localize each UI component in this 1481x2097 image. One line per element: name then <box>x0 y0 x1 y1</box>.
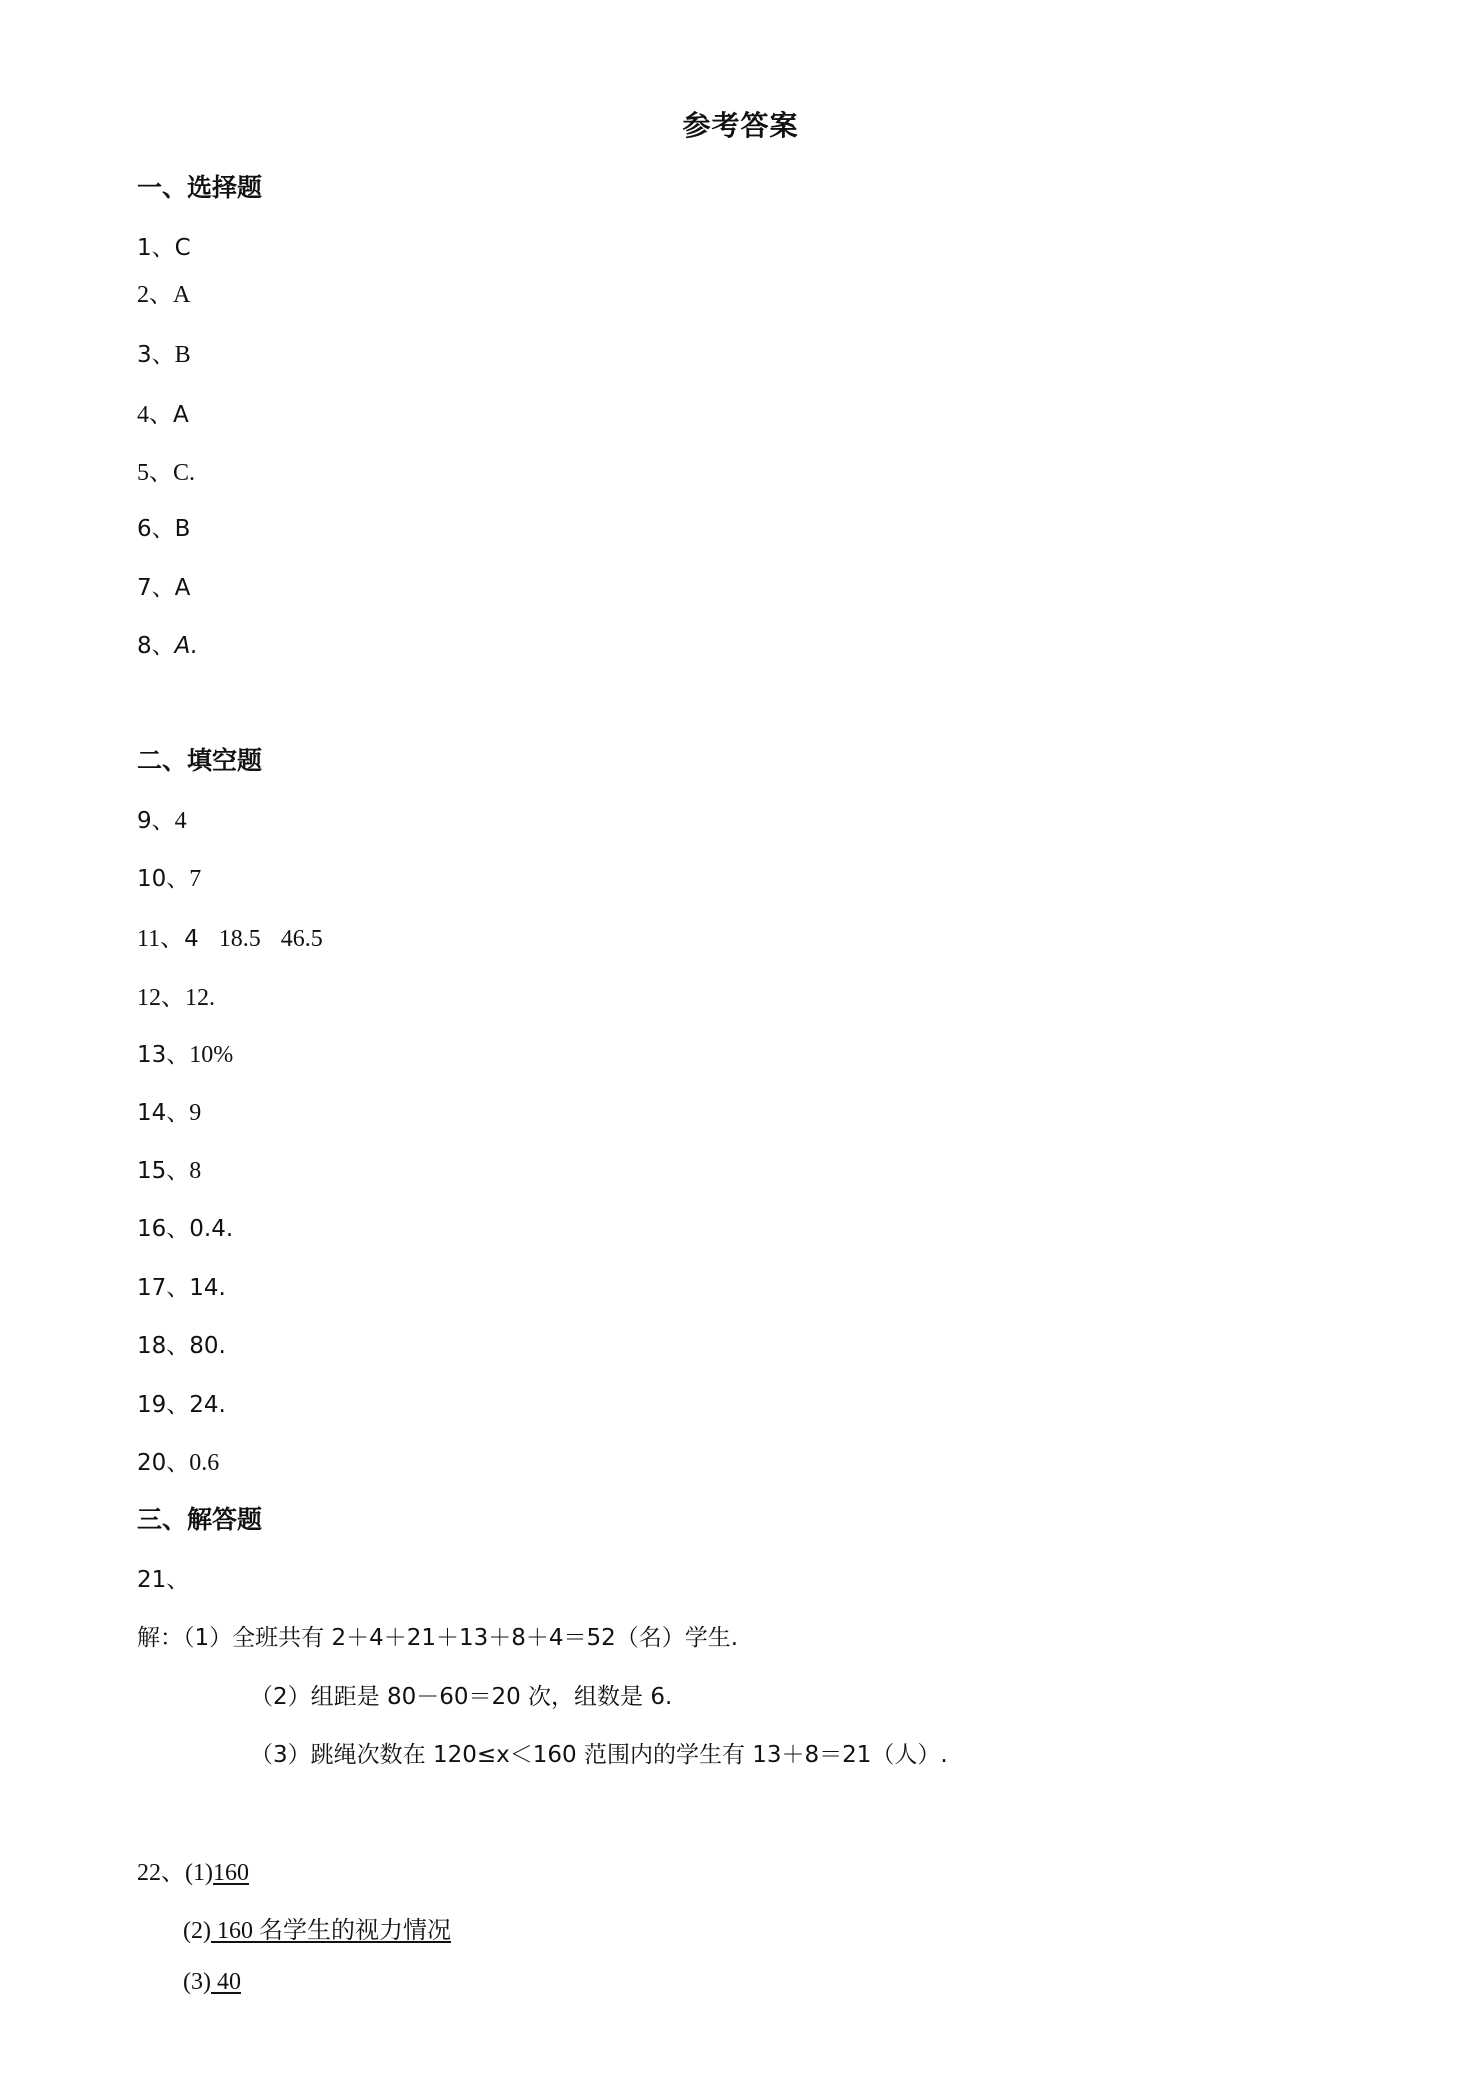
answer-line-14 <box>137 1094 201 1127</box>
answer-line-10 <box>137 860 201 893</box>
answer-value: 7 <box>189 866 202 892</box>
answer-value: 8 <box>189 1158 202 1184</box>
answer-line-1 <box>137 229 191 262</box>
answer-line-17 <box>137 1269 226 1302</box>
answer-line-13 <box>137 1036 233 1069</box>
answer-value: 12. <box>185 985 215 1011</box>
answer-line-5 <box>137 452 195 487</box>
question-22-part-3-label: (3) <box>183 1969 211 1995</box>
answer-value: C. <box>173 460 196 486</box>
answer-line-15 <box>137 1152 201 1185</box>
section-heading-solution: 三、解答题 <box>137 1505 263 1534</box>
answer-value: A <box>173 402 189 428</box>
question-21-number: 21、 <box>137 1567 190 1593</box>
question-21-line-1: 解：（1）全班共有 2＋4＋21＋13＋8＋4＝52（名）学生. <box>137 1625 739 1651</box>
answer-num: 20、 <box>137 1450 190 1476</box>
answer-value: 24. <box>189 1392 226 1418</box>
question-22-part-1-label: (1) <box>185 1860 213 1886</box>
section-heading-fill-blank: 二、填空题 <box>137 746 263 775</box>
answer-value: A <box>174 575 191 601</box>
answer-num: 14、 <box>137 1100 190 1126</box>
answer-line-16 <box>137 1210 233 1243</box>
answer-line-2 <box>137 274 190 309</box>
answer-num: 17、 <box>137 1275 190 1301</box>
question-22-part-3-answer: 40 <box>210 1969 241 1995</box>
answer-line-4 <box>137 394 189 429</box>
answer-value: C <box>174 235 191 261</box>
answer-line-7 <box>137 569 190 602</box>
answer-value: 80. <box>189 1333 226 1359</box>
answer-num: 16、 <box>137 1216 190 1242</box>
answer-num: 4、 <box>137 402 173 428</box>
answer-value: B <box>174 342 191 368</box>
answer-num: 9、 <box>137 808 175 834</box>
answer-value-3: 46.5 <box>280 926 323 952</box>
answer-num: 10、 <box>137 866 190 892</box>
answer-value: 4 <box>174 808 187 834</box>
answer-value: A. <box>174 633 199 659</box>
answer-line-20 <box>137 1444 219 1477</box>
answer-num: 3、 <box>137 342 175 368</box>
answer-num: 1、 <box>137 235 175 261</box>
answer-line-6 <box>137 510 190 543</box>
answer-num: 13、 <box>137 1042 190 1068</box>
question-22-line-2 <box>183 1910 451 1945</box>
question-21-line-2: （2）组距是 80－60＝20 次，组数是 6. <box>250 1684 673 1710</box>
answer-value: 9 <box>189 1100 202 1126</box>
answer-value: 10% <box>189 1042 234 1068</box>
answer-value: B <box>174 516 191 542</box>
question-22-number: 22、 <box>137 1860 185 1886</box>
answer-num: 15、 <box>137 1158 190 1184</box>
answer-num: 8、 <box>137 633 175 659</box>
answer-line-8 <box>137 627 198 660</box>
answer-value: 4 <box>184 926 199 952</box>
answer-line-9 <box>137 802 187 835</box>
question-22-part-2-answer: 160 名学生的视力情况 <box>210 1918 451 1944</box>
answer-num: 2、 <box>137 282 173 308</box>
answer-value-2: 18.5 <box>218 926 261 952</box>
answer-line-12 <box>137 977 215 1012</box>
answer-value: 0.4. <box>189 1216 234 1242</box>
answer-line-19 <box>137 1386 226 1419</box>
answer-line-3 <box>137 336 191 369</box>
answer-num: 6、 <box>137 516 175 542</box>
answer-num: 12、 <box>137 985 185 1011</box>
section-heading-multiple-choice: 一、选择题 <box>137 173 263 202</box>
question-22-part-1-answer: 160 <box>212 1860 249 1886</box>
answer-value: 14. <box>189 1275 226 1301</box>
answer-num: 11、 <box>137 926 185 952</box>
answer-value: 0.6 <box>189 1450 220 1476</box>
page-title: 参考答案 <box>682 109 799 142</box>
question-22-line-3 <box>183 1969 241 1996</box>
answer-line-11 <box>137 918 323 953</box>
answer-num: 7、 <box>137 575 175 601</box>
answer-num: 5、 <box>137 460 173 486</box>
answer-value: A <box>173 282 191 308</box>
question-22-line-1 <box>137 1852 249 1887</box>
answer-num: 19、 <box>137 1392 190 1418</box>
answer-num: 18、 <box>137 1333 190 1359</box>
answer-line-18 <box>137 1327 226 1360</box>
question-21-line-3: （3）跳绳次数在 120≤x＜160 范围内的学生有 13＋8＝21（人）. <box>250 1742 948 1768</box>
question-22-part-2-label: (2) <box>183 1918 211 1944</box>
